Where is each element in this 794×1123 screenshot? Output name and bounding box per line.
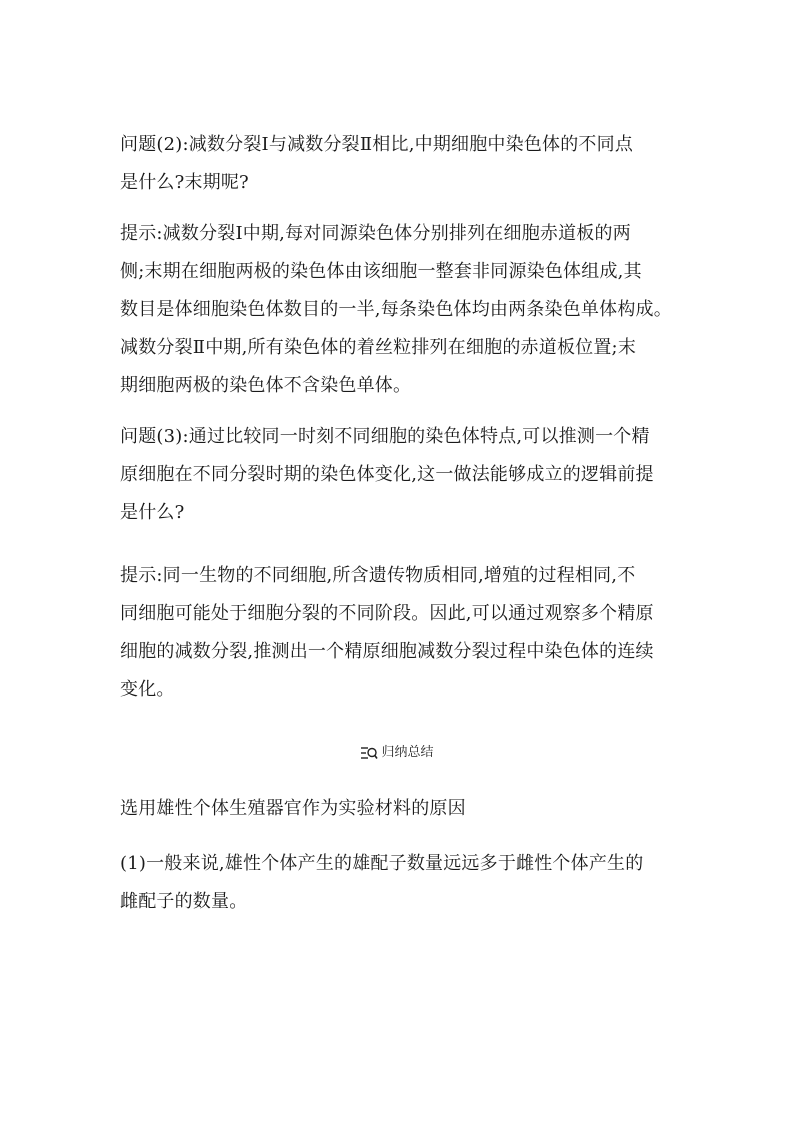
hint-3-line-4: 变化。 (120, 679, 175, 700)
question-2-line-2: 是什么?末期呢? (120, 172, 249, 193)
question-3-line-1: 问题(3):通过比较同一时刻不同细胞的染色体特点,可以推测一个精 (120, 426, 650, 447)
hint-2-line-4: 减数分裂Ⅱ中期,所有染色体的着丝粒排列在细胞的赤道板位置;末 (120, 337, 637, 358)
hint-2-line-5: 期细胞两极的染色体不含染色单体。 (120, 375, 412, 396)
hint-2-line-2: 侧;末期在细胞两极的染色体由该细胞一整套非同源染色体组成,其 (120, 261, 642, 282)
list-search-icon (360, 746, 378, 760)
question-2-line-1: 问题(2):减数分裂Ⅰ与减数分裂Ⅱ相比,中期细胞中染色体的不同点 (120, 134, 634, 155)
summary-point-1-line-1: (1)一般来说,雄性个体产生的雄配子数量远远多于雌性个体产生的 (120, 853, 644, 874)
summary-header (0, 744, 794, 762)
summary-point-1-line-2: 雌配子的数量。 (120, 891, 248, 912)
hint-3-line-1: 提示:同一生物的不同细胞,所含遗传物质相同,增殖的过程相同,不 (120, 565, 636, 586)
summary-header-label: 归纳总结 (381, 745, 434, 760)
hint-3-line-3: 细胞的减数分裂,推测出一个精原细胞减数分裂过程中染色体的连续 (120, 641, 654, 662)
summary-title: 选用雄性个体生殖器官作为实验材料的原因 (120, 798, 466, 819)
hint-2-line-1: 提示:减数分裂Ⅰ中期,每对同源染色体分别排列在细胞赤道板的两 (120, 223, 631, 244)
question-3-line-2: 原细胞在不同分裂时期的染色体变化,这一做法能够成立的逻辑前提 (120, 464, 654, 485)
question-3-line-3: 是什么? (120, 502, 185, 523)
hint-3-line-2: 同细胞可能处于细胞分裂的不同阶段。因此,可以通过观察多个精原 (120, 603, 654, 624)
hint-2-line-3: 数目是体细胞染色体数目的一半,每条染色体均由两条染色单体构成。 (120, 299, 672, 320)
